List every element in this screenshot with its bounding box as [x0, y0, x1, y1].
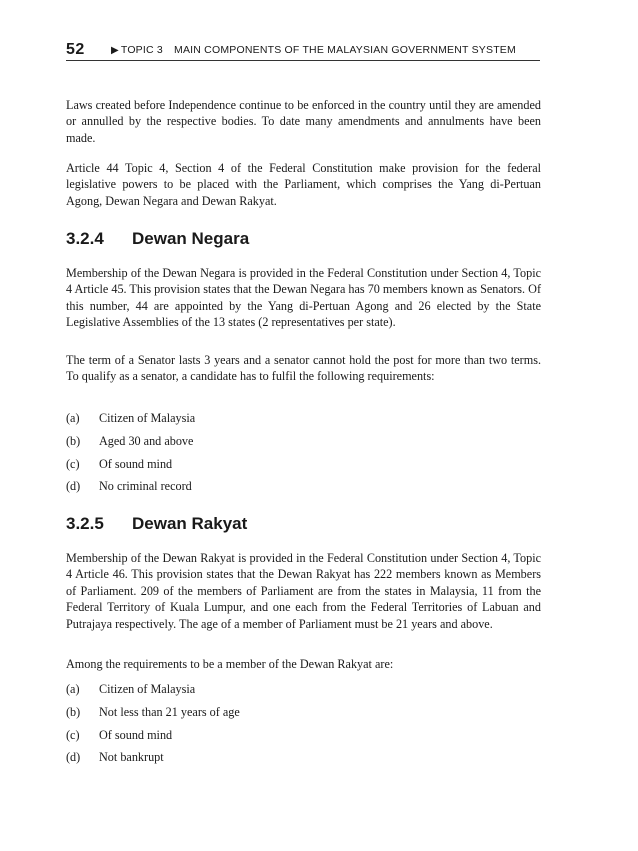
topic-title: MAIN COMPONENTS OF THE MALAYSIAN GOVERNMENT SYSTEM	[174, 44, 516, 56]
topic-label	[111, 44, 163, 56]
paragraph-senator-term: The term of a Senator lasts 3 years and a senator cannot hold the post for more than two terms. To qualify as a senator, a candidate has to fulfil the following requirements:	[66, 353, 541, 384]
list-item-label: (b)	[66, 704, 81, 719]
senator-requirements-list	[66, 410, 541, 501]
list-item-label: (c)	[66, 727, 80, 742]
section-title: Dewan Rakyat	[132, 514, 248, 533]
list-item-label: (d)	[66, 750, 81, 765]
mp-requirements-list	[66, 681, 541, 772]
list-item	[66, 410, 541, 433]
section-heading-dewan-rakyat	[66, 514, 247, 534]
paragraph-laws-before-independence: Laws created before Independence continue to be enforced in the country until they are amended or annulled by the respective bodies. To date many amendments and annulments have been made.	[66, 98, 541, 145]
list-item-label: (b)	[66, 433, 81, 448]
list-item	[66, 681, 541, 704]
list-item-label: (c)	[66, 456, 80, 471]
section-number: 3.2.5	[66, 514, 104, 533]
section-number: 3.2.4	[66, 229, 104, 248]
topic-label-text: TOPIC 3	[120, 44, 163, 56]
list-item-label: (d)	[66, 479, 81, 494]
list-item	[66, 478, 541, 501]
list-item	[66, 749, 541, 772]
list-item-text: Aged 30 and above	[99, 433, 194, 448]
paragraph-article-44: Article 44 Topic 4, Section 4 of the Federal Constitution make provision for the federal legislative powers to be placed with the Parliament, which comprises the Yang di-Pertuan Agong, Dewan Negara and Dewan Rakyat.	[66, 161, 541, 208]
list-item-text: Not less than 21 years of age	[99, 704, 240, 719]
paragraph-dewan-rakyat-membership: Membership of the Dewan Rakyat is provided in the Federal Constitution under Section 4, Topic 4 Article 46. This provision states that the Dewan Rakyat has 222 members known as Members of Parliament. 209 of the members of Parliament are from the states in Malaysia, 11 from the Federal Territory of Kuala Lumpur, and one each from the Federal Territories of Labuan and Putrajaya respectively. The age of a member of Parliament must be 21 years and above.	[66, 551, 541, 631]
list-item	[66, 704, 541, 727]
list-item	[66, 456, 541, 479]
paragraph-dewan-negara-membership: Membership of the Dewan Negara is provided in the Federal Constitution under Section 4, Topic 4 Article 45. This provision states that the Dewan Negara has 70 members known as Senators. Of this number, 44 are appointed by the Yang di-Pertuan Agong and 26 elected by the State Legislative Assemblies of the 13 states (2 representatives per state).	[66, 266, 541, 330]
list-item	[66, 727, 541, 750]
section-heading-dewan-negara	[66, 229, 249, 249]
list-item-text: Citizen of Malaysia	[99, 411, 196, 425]
list-item-text: Citizen of Malaysia	[99, 682, 196, 696]
paragraph-dewan-rakyat-requirements-intro: Among the requirements to be a member of the Dewan Rakyat are:	[66, 657, 394, 671]
list-item-label: (a)	[66, 411, 80, 425]
section-title: Dewan Negara	[132, 229, 250, 248]
list-item	[66, 433, 541, 456]
list-item-label: (a)	[66, 682, 80, 696]
list-item-text: No criminal record	[99, 479, 192, 494]
page-number: 52	[66, 41, 85, 58]
list-item-text: Not bankrupt	[99, 750, 164, 765]
triangle-right-icon: ▶	[111, 45, 119, 56]
page-header	[66, 42, 540, 61]
list-item-text: Of sound mind	[99, 456, 173, 471]
list-item-text: Of sound mind	[99, 727, 173, 742]
